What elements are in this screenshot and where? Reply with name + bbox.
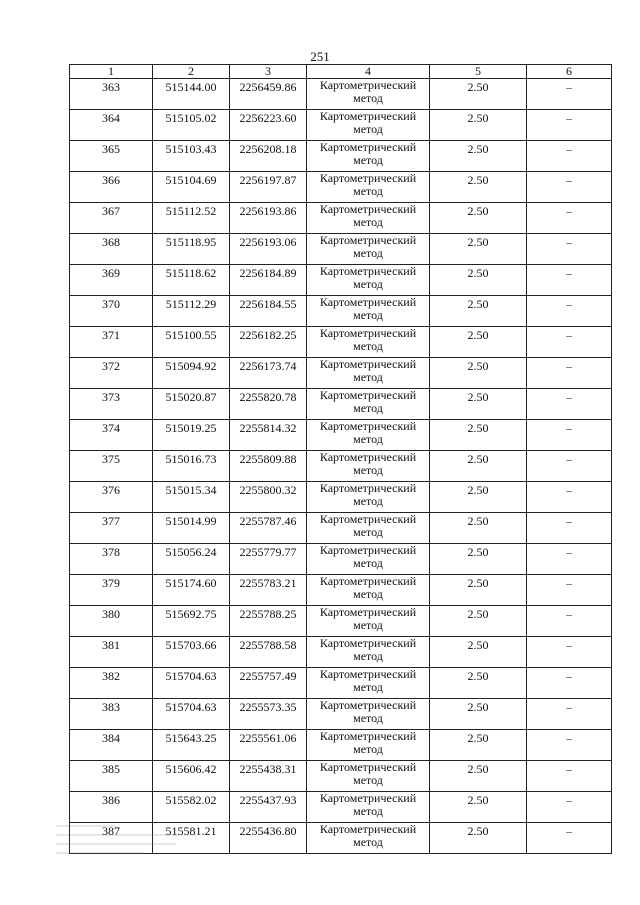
- cell-x-coordinate: 515606.42: [153, 761, 230, 792]
- cell-x-coordinate: 515056.24: [153, 544, 230, 575]
- cell-x-coordinate: 515112.52: [153, 203, 230, 234]
- cell-y-coordinate: 2255787.46: [230, 513, 307, 544]
- cell-note: –: [527, 544, 612, 575]
- cell-x-coordinate: 515016.73: [153, 451, 230, 482]
- cell-accuracy: 2.50: [430, 792, 527, 823]
- table-row: [70, 420, 612, 451]
- cell-y-coordinate: 2255436.80: [230, 823, 307, 854]
- cell-accuracy: 2.50: [430, 234, 527, 265]
- cell-note: –: [527, 513, 612, 544]
- coordinates-table: [69, 64, 612, 854]
- cell-accuracy: 2.50: [430, 668, 527, 699]
- column-header: 5: [430, 65, 527, 79]
- cell-note: –: [527, 482, 612, 513]
- column-header: 2: [153, 65, 230, 79]
- cell-y-coordinate: 2255757.49: [230, 668, 307, 699]
- column-header: 4: [307, 65, 430, 79]
- cell-method: Картометрический метод: [307, 172, 430, 203]
- cell-y-coordinate: 2255800.32: [230, 482, 307, 513]
- cell-y-coordinate: 2256459.86: [230, 79, 307, 110]
- cell-accuracy: 2.50: [430, 265, 527, 296]
- cell-accuracy: 2.50: [430, 606, 527, 637]
- cell-point-number: 378: [70, 544, 153, 575]
- cell-point-number: 372: [70, 358, 153, 389]
- cell-x-coordinate: 515703.66: [153, 637, 230, 668]
- cell-y-coordinate: 2256208.18: [230, 141, 307, 172]
- cell-note: –: [527, 730, 612, 761]
- cell-note: –: [527, 234, 612, 265]
- cell-accuracy: 2.50: [430, 79, 527, 110]
- cell-note: –: [527, 79, 612, 110]
- cell-accuracy: 2.50: [430, 482, 527, 513]
- cell-y-coordinate: 2255809.88: [230, 451, 307, 482]
- cell-point-number: 386: [70, 792, 153, 823]
- cell-note: –: [527, 296, 612, 327]
- cell-x-coordinate: 515118.62: [153, 265, 230, 296]
- cell-point-number: 383: [70, 699, 153, 730]
- cell-point-number: 382: [70, 668, 153, 699]
- cell-accuracy: 2.50: [430, 296, 527, 327]
- cell-accuracy: 2.50: [430, 389, 527, 420]
- table-row: [70, 141, 612, 172]
- cell-point-number: 385: [70, 761, 153, 792]
- cell-accuracy: 2.50: [430, 358, 527, 389]
- cell-note: –: [527, 172, 612, 203]
- table-row: [70, 606, 612, 637]
- table-row: [70, 203, 612, 234]
- table-row: [70, 668, 612, 699]
- table-row: [70, 699, 612, 730]
- cell-accuracy: 2.50: [430, 172, 527, 203]
- cell-y-coordinate: 2256193.86: [230, 203, 307, 234]
- cell-method: Картометрический метод: [307, 327, 430, 358]
- cell-x-coordinate: 515103.43: [153, 141, 230, 172]
- cell-x-coordinate: 515144.00: [153, 79, 230, 110]
- cell-x-coordinate: 515643.25: [153, 730, 230, 761]
- cell-method: Картометрический метод: [307, 358, 430, 389]
- table-row: [70, 575, 612, 606]
- cell-note: –: [527, 823, 612, 854]
- cell-x-coordinate: 515174.60: [153, 575, 230, 606]
- cell-point-number: 374: [70, 420, 153, 451]
- cell-note: –: [527, 203, 612, 234]
- cell-y-coordinate: 2255783.21: [230, 575, 307, 606]
- cell-y-coordinate: 2255438.31: [230, 761, 307, 792]
- cell-y-coordinate: 2256184.89: [230, 265, 307, 296]
- cell-point-number: 384: [70, 730, 153, 761]
- cell-accuracy: 2.50: [430, 544, 527, 575]
- table-row: [70, 265, 612, 296]
- cell-note: –: [527, 699, 612, 730]
- cell-y-coordinate: 2255820.78: [230, 389, 307, 420]
- cell-y-coordinate: 2256182.25: [230, 327, 307, 358]
- cell-note: –: [527, 141, 612, 172]
- cell-y-coordinate: 2255814.32: [230, 420, 307, 451]
- cell-y-coordinate: 2256223.60: [230, 110, 307, 141]
- cell-x-coordinate: 515582.02: [153, 792, 230, 823]
- cell-note: –: [527, 358, 612, 389]
- cell-method: Картометрический метод: [307, 482, 430, 513]
- table-row: [70, 358, 612, 389]
- cell-method: Картометрический метод: [307, 110, 430, 141]
- cell-point-number: 364: [70, 110, 153, 141]
- cell-accuracy: 2.50: [430, 513, 527, 544]
- cell-x-coordinate: 515704.63: [153, 668, 230, 699]
- cell-y-coordinate: 2255779.77: [230, 544, 307, 575]
- cell-point-number: 363: [70, 79, 153, 110]
- cell-method: Картометрический метод: [307, 265, 430, 296]
- cell-method: Картометрический метод: [307, 79, 430, 110]
- cell-method: Картометрический метод: [307, 575, 430, 606]
- cell-x-coordinate: 515118.95: [153, 234, 230, 265]
- cell-point-number: 379: [70, 575, 153, 606]
- cell-method: Картометрический метод: [307, 141, 430, 172]
- cell-point-number: 381: [70, 637, 153, 668]
- cell-x-coordinate: 515100.55: [153, 327, 230, 358]
- cell-method: Картометрический метод: [307, 451, 430, 482]
- cell-note: –: [527, 637, 612, 668]
- cell-point-number: 376: [70, 482, 153, 513]
- cell-point-number: 371: [70, 327, 153, 358]
- cell-y-coordinate: 2255573.35: [230, 699, 307, 730]
- cell-method: Картометрический метод: [307, 389, 430, 420]
- table-row: [70, 544, 612, 575]
- cell-accuracy: 2.50: [430, 637, 527, 668]
- cell-method: Картометрический метод: [307, 730, 430, 761]
- table-row: [70, 730, 612, 761]
- cell-method: Картометрический метод: [307, 668, 430, 699]
- cell-point-number: 377: [70, 513, 153, 544]
- cell-point-number: 369: [70, 265, 153, 296]
- cell-accuracy: 2.50: [430, 110, 527, 141]
- cell-accuracy: 2.50: [430, 699, 527, 730]
- cell-point-number: 365: [70, 141, 153, 172]
- column-header: 6: [527, 65, 612, 79]
- table-row: [70, 110, 612, 141]
- cell-note: –: [527, 265, 612, 296]
- table-row: [70, 451, 612, 482]
- cell-point-number: 368: [70, 234, 153, 265]
- cell-x-coordinate: 515112.29: [153, 296, 230, 327]
- cell-y-coordinate: 2255437.93: [230, 792, 307, 823]
- cell-note: –: [527, 792, 612, 823]
- cell-x-coordinate: 515104.69: [153, 172, 230, 203]
- cell-note: –: [527, 110, 612, 141]
- cell-method: Картометрический метод: [307, 792, 430, 823]
- cell-y-coordinate: 2256173.74: [230, 358, 307, 389]
- cell-x-coordinate: 515015.34: [153, 482, 230, 513]
- table-row: [70, 482, 612, 513]
- cell-y-coordinate: 2256193.06: [230, 234, 307, 265]
- table-row: [70, 761, 612, 792]
- cell-method: Картометрический метод: [307, 296, 430, 327]
- cell-y-coordinate: 2255788.25: [230, 606, 307, 637]
- cell-accuracy: 2.50: [430, 451, 527, 482]
- page-number: 251: [310, 49, 330, 64]
- cell-point-number: 375: [70, 451, 153, 482]
- cell-accuracy: 2.50: [430, 327, 527, 358]
- table-row: [70, 172, 612, 203]
- cell-method: Картометрический метод: [307, 420, 430, 451]
- cell-point-number: 370: [70, 296, 153, 327]
- cell-x-coordinate: 515105.02: [153, 110, 230, 141]
- column-header: 1: [70, 65, 153, 79]
- cell-method: Картометрический метод: [307, 637, 430, 668]
- cell-method: Картометрический метод: [307, 761, 430, 792]
- table-row: [70, 296, 612, 327]
- cell-note: –: [527, 327, 612, 358]
- table-row: [70, 327, 612, 358]
- table-header-row: [70, 65, 612, 79]
- cell-x-coordinate: 515692.75: [153, 606, 230, 637]
- cell-note: –: [527, 668, 612, 699]
- table-row: [70, 513, 612, 544]
- cell-point-number: 366: [70, 172, 153, 203]
- cell-accuracy: 2.50: [430, 141, 527, 172]
- cell-point-number: 380: [70, 606, 153, 637]
- cell-accuracy: 2.50: [430, 203, 527, 234]
- cell-note: –: [527, 451, 612, 482]
- table-row: [70, 637, 612, 668]
- cell-point-number: 373: [70, 389, 153, 420]
- cell-note: –: [527, 606, 612, 637]
- cell-accuracy: 2.50: [430, 761, 527, 792]
- cell-method: Картометрический метод: [307, 699, 430, 730]
- cell-note: –: [527, 420, 612, 451]
- cell-x-coordinate: 515019.25: [153, 420, 230, 451]
- cell-y-coordinate: 2255561.06: [230, 730, 307, 761]
- cell-x-coordinate: 515581.21: [153, 823, 230, 854]
- cell-accuracy: 2.50: [430, 823, 527, 854]
- cell-y-coordinate: 2256197.87: [230, 172, 307, 203]
- cell-method: Картометрический метод: [307, 234, 430, 265]
- table-row: [70, 79, 612, 110]
- cell-accuracy: 2.50: [430, 575, 527, 606]
- cell-y-coordinate: 2256184.55: [230, 296, 307, 327]
- cell-accuracy: 2.50: [430, 420, 527, 451]
- column-header: 3: [230, 65, 307, 79]
- table-body: [70, 79, 612, 854]
- cell-method: Картометрический метод: [307, 513, 430, 544]
- cell-method: Картометрический метод: [307, 823, 430, 854]
- cell-accuracy: 2.50: [430, 730, 527, 761]
- cell-x-coordinate: 515704.63: [153, 699, 230, 730]
- cell-point-number: 387: [70, 823, 153, 854]
- cell-x-coordinate: 515014.99: [153, 513, 230, 544]
- faded-stamp: [56, 818, 226, 878]
- cell-x-coordinate: 515094.92: [153, 358, 230, 389]
- cell-y-coordinate: 2255788.58: [230, 637, 307, 668]
- table-row: [70, 234, 612, 265]
- cell-point-number: 367: [70, 203, 153, 234]
- cell-method: Картометрический метод: [307, 606, 430, 637]
- table-row: [70, 389, 612, 420]
- cell-x-coordinate: 515020.87: [153, 389, 230, 420]
- cell-method: Картометрический метод: [307, 203, 430, 234]
- cell-note: –: [527, 575, 612, 606]
- cell-method: Картометрический метод: [307, 544, 430, 575]
- cell-note: –: [527, 389, 612, 420]
- cell-note: –: [527, 761, 612, 792]
